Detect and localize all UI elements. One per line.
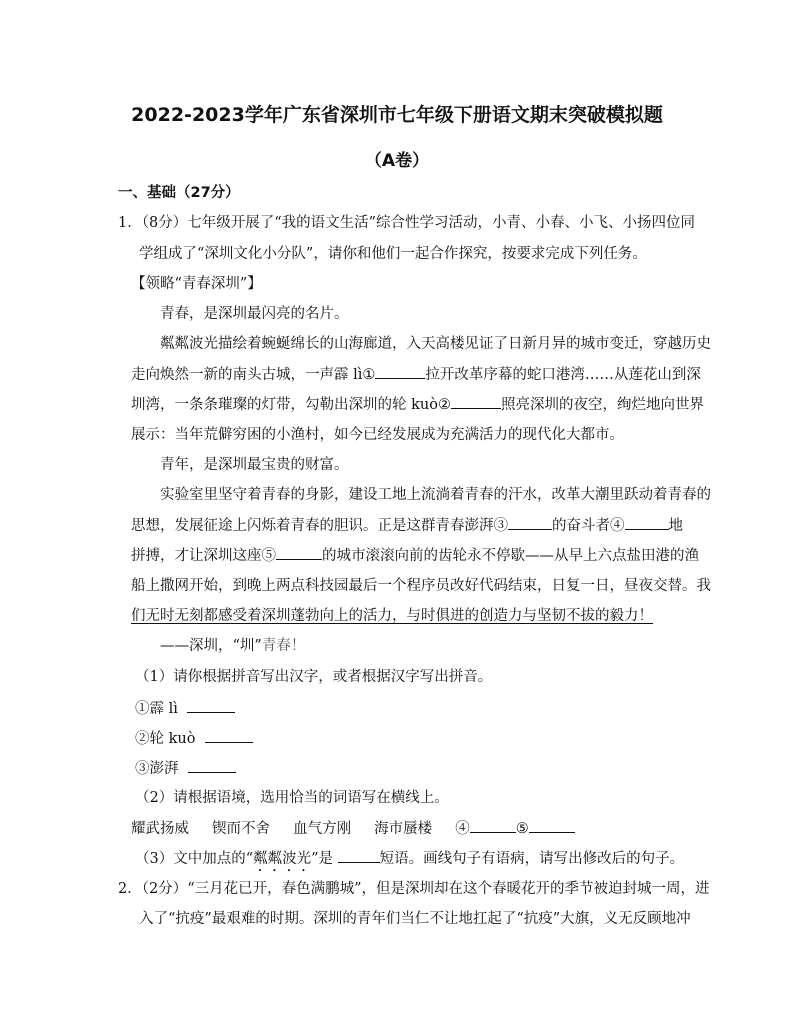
item-label: ①霹 lì <box>135 701 178 717</box>
signature-text: ——深圳，“圳” <box>160 638 262 654</box>
answer-blank-2[interactable] <box>451 394 501 409</box>
word-option: 海市蜃楼 <box>374 821 433 837</box>
answer-blank-8[interactable] <box>338 848 380 863</box>
passage-p3: 青年，是深圳最宝贵的财富。 <box>160 457 349 473</box>
q2-line2: 入了“抗疫”最艰难的时期。深圳的青年们当仁不让地扛起了“抗疫”大旗，义无反顾地冲 <box>139 911 691 927</box>
sub1-item-c <box>135 758 236 779</box>
passage-text: 思想，发展征途上闪烁着青春的胆识。正是这群青春澎湃③ <box>131 518 508 534</box>
passage-p4-line4: 船上撒网开始，到晚上两点科技园最后一个程序员改好代码结束，日复一日，昼夜交替。我 <box>131 578 711 594</box>
sub-question-1: （1）请你根据拼音写出汉字，或者根据汉字写出拼音。 <box>135 669 493 685</box>
sub1-item-b <box>135 728 253 749</box>
answer-blank-4[interactable] <box>625 515 669 530</box>
module-title: 【领略“青春深圳”】 <box>131 276 262 292</box>
passage-p4-line3 <box>131 545 699 566</box>
item-label: ②轮 kuò <box>135 731 196 747</box>
passage-p1: 青春，是深圳最闪亮的名片。 <box>160 306 349 322</box>
passage-text: 照亮深圳的夜空，绚烂地向世界 <box>500 397 704 413</box>
exam-subtitle: （A卷） <box>364 151 430 171</box>
passage-signature <box>160 636 305 656</box>
passage-text: 的奋斗者④ <box>552 518 625 534</box>
blank-label: ④ <box>455 821 470 837</box>
passage-text: 地 <box>668 518 683 534</box>
q1-intro-line2: 学组成了“深圳文化小分队”，请你和他们一起合作探究，按要求完成下列任务。 <box>139 246 647 262</box>
section-heading: 一、基础（27分） <box>118 185 240 201</box>
passage-text: 圳湾，一条条璀璨的灯带，勾勒出深圳的轮 kuò② <box>131 397 451 413</box>
passage-p4-line1: 实验室里坚守着青春的身影，建设工地上流淌着青春的汗水，改革大潮里跃动着青春的 <box>160 487 711 503</box>
answer-blank-b[interactable] <box>205 728 253 743</box>
sub3-text: 短语。画线句子有语病，请写出修改后的句子。 <box>379 851 685 867</box>
passage-text: 拼搏，才让深圳这座⑤ <box>131 548 276 564</box>
q1-intro-line1: 1．（8分）七年级开展了“我的语文生活”综合性学习活动，小青、小春、小飞、小扬四位同 <box>118 215 696 231</box>
word-option: 血气方刚 <box>293 821 352 837</box>
answer-blank-a[interactable] <box>187 698 235 713</box>
word-option: 锲而不舍 <box>212 821 271 837</box>
sub-question-2: （2）请根据语境，选用恰当的词语写在横线上。 <box>135 790 449 806</box>
signature-text: 青春！ <box>261 638 306 654</box>
sub3-text: （3）文中加点的“ <box>135 851 254 867</box>
passage-p4-line2 <box>131 515 683 536</box>
passage-p2-line2 <box>131 364 701 385</box>
dotted-phrase: 粼粼波光 <box>253 851 312 867</box>
answer-blank-c[interactable] <box>188 758 236 773</box>
passage-text: 走向焕然一新的南头古城，一声霹 lì① <box>131 367 376 383</box>
passage-p2-line4: 展示：当年荒僻穷困的小渔村，如今已经发展成为充满活力的现代化大都市。 <box>131 427 624 443</box>
item-label: ③澎湃 <box>135 761 179 777</box>
underlined-sentence: 们无时无刻都感受着深圳蓬勃向上的活力，与时俱进的创造力与坚韧不拔的毅力！ <box>131 608 653 624</box>
passage-text: 的城市滚滚向前的齿轮永不停歇——从早上六点盐田港的渔 <box>322 548 699 564</box>
exam-title: 2022-2023学年广东省深圳市七年级下册语文期末突破模拟题 <box>131 104 663 126</box>
sub3-text: ”是 <box>311 851 334 867</box>
sub-question-3 <box>135 848 684 875</box>
q2-line1: 2．（2分）“三月花已开，春色满鹏城”，但是深圳却在这个春暖花开的季节被迫封城一周，进 <box>118 881 710 897</box>
answer-blank-6[interactable] <box>470 818 516 833</box>
answer-blank-7[interactable] <box>529 818 575 833</box>
sub1-item-a <box>135 698 235 719</box>
word-options <box>131 818 575 839</box>
answer-blank-5[interactable] <box>276 545 322 560</box>
answer-blank-1[interactable] <box>375 364 425 379</box>
passage-text: 拉开改革序幕的蛇口港湾……从莲花山到深 <box>425 367 701 383</box>
passage-p2-line3 <box>131 394 704 415</box>
answer-blank-3[interactable] <box>508 515 552 530</box>
blank-label: ⑤ <box>515 821 529 837</box>
word-option: 耀武扬威 <box>131 821 189 837</box>
passage-p2-line1: 粼粼波光描绘着蜿蜒绵长的山海廊道，入天高楼见证了日新月异的城市变迁，穿越历史 <box>160 336 711 352</box>
